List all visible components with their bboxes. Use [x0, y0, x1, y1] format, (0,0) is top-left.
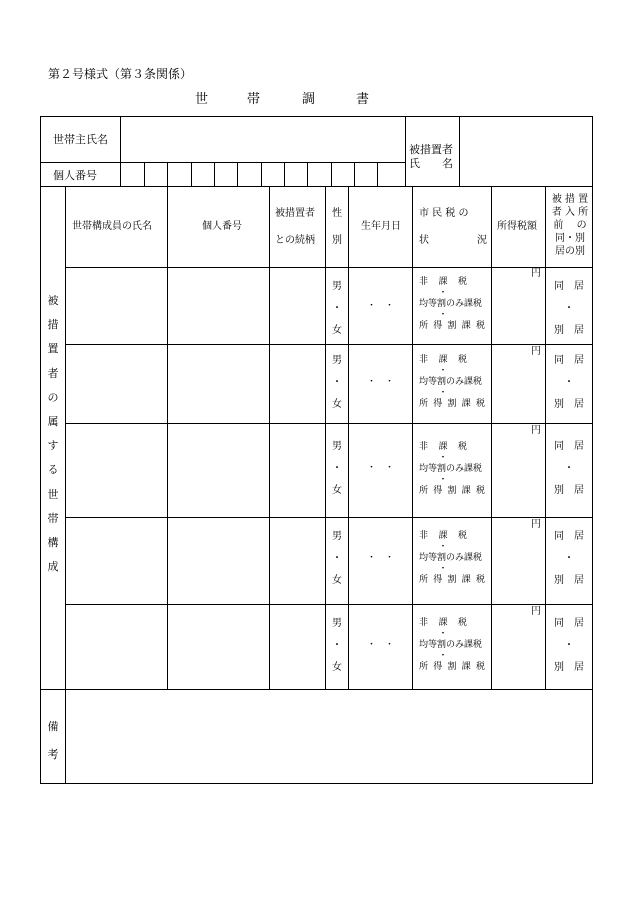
yen-unit: 円 [531, 346, 541, 357]
remarks-label: 備 考 [47, 720, 59, 761]
member-name-field[interactable] [66, 268, 167, 344]
member-individual-number-field[interactable] [168, 345, 269, 423]
birth-date-field[interactable]: ・ ・ [367, 463, 395, 473]
relation-field[interactable] [270, 518, 325, 604]
form-number-label: 第２号様式（第３条関係） [48, 67, 193, 81]
income-tax-field[interactable] [492, 424, 545, 517]
dwelling-choice[interactable]: 同 居 ・ 別 居 [554, 441, 584, 496]
title-char: 世 [195, 92, 209, 107]
header-cohabitation: 被 措 置 者 入 所 前 の 同・別 居の別 [551, 194, 589, 257]
income-tax-field[interactable] [492, 605, 545, 689]
member-name-field[interactable] [66, 345, 167, 423]
member-name-field[interactable] [66, 605, 167, 689]
member-individual-number-field[interactable] [168, 424, 269, 517]
insured-name-label: 被措置者 [409, 143, 453, 156]
header-income-tax: 所得税額 [497, 221, 537, 232]
relation-field[interactable] [270, 345, 325, 423]
gender-choice[interactable]: 男 ・ 女 [332, 355, 342, 410]
header-individual-number: 個人番号 [202, 221, 242, 232]
yen-unit: 円 [531, 425, 541, 436]
title-char: 書 [356, 92, 370, 107]
header-relation: 被措置者 [275, 208, 315, 219]
individual-number-label: 個人番号 [53, 169, 97, 182]
header-birth-date: 生年月日 [361, 221, 401, 232]
header-tax-status: 市 民 税 の [419, 208, 469, 219]
yen-unit: 円 [531, 268, 541, 279]
dwelling-choice[interactable]: 同 居 ・ 別 居 [554, 355, 584, 410]
gender-choice[interactable]: 男 ・ 女 [332, 531, 342, 586]
relation-field[interactable] [270, 268, 325, 344]
insured-name-label: 氏 名 [409, 157, 453, 170]
remarks-field[interactable] [66, 690, 592, 783]
header-gender: 性 [332, 208, 342, 219]
yen-unit: 円 [531, 519, 541, 530]
birth-date-field[interactable]: ・ ・ [367, 553, 395, 563]
birth-date-field[interactable]: ・ ・ [367, 377, 395, 387]
household-composition-label: 被 措 置 者 の 属 す る 世 帯 構 成 [47, 294, 59, 574]
header-gender: 別 [332, 235, 342, 246]
header-relation: との続柄 [275, 235, 315, 246]
yen-unit: 円 [531, 606, 541, 617]
header-tax-status: 状 [419, 235, 429, 246]
individual-number-boxes[interactable] [121, 163, 405, 186]
head-of-household-field[interactable] [121, 117, 405, 162]
member-name-field[interactable] [66, 424, 167, 517]
member-individual-number-field[interactable] [168, 268, 269, 344]
relation-field[interactable] [270, 605, 325, 689]
dwelling-choice[interactable]: 同 居 ・ 別 居 [554, 531, 584, 586]
insured-name-field[interactable] [460, 117, 592, 186]
head-of-household-label: 世帯主氏名 [53, 133, 108, 146]
member-individual-number-field[interactable] [168, 605, 269, 689]
dwelling-choice[interactable]: 同 居 ・ 別 居 [554, 281, 584, 336]
relation-field[interactable] [270, 424, 325, 517]
title-char: 帯 [247, 92, 261, 107]
birth-date-field[interactable]: ・ ・ [367, 640, 395, 650]
income-tax-field[interactable] [492, 345, 545, 423]
income-tax-field[interactable] [492, 268, 545, 344]
household-survey-form: 世帯主氏名 個人番号 被措置者 氏 名 被 措 置 者 の 属 す る 世 帯 構 成 備 考 世帯構成員の氏名 個人番号 被措置者 との続柄 性 別 生年月日 市 民 税 の 状 況 所得税額 被 措 置 者 入 所 前 の 同・別 居の別 男 ・ 女 ・ ・ 非 課 税 ・ 均等割のみ課税 ・ 所 得 割 課 税 円 同 居 ・ 別 居 男 ・ 女 ・ ・ 非 課 税 ・ 均等割のみ課税 ・ 所 得 割 課 税 円 同 居 ・ 別 居 男 ・ 女 ・ ・ 非 課 税 ・ 均等割のみ課税 ・ 所 得 割 課 税 円 同 居 ・ 別 居 男 ・ 女 ・ ・ 非 課 税 ・ 均等割のみ課税 ・ 所 得 割 課 税 円 同 居 ・ 別 居 男 ・ 女 ・ ・ 非 課 税 ・ 均等割のみ課税 ・ 所 得 割 課 税 円 同 居 ・ 別 居 [40, 116, 593, 784]
dwelling-choice[interactable]: 同 居 ・ 別 居 [554, 618, 584, 673]
title-char: 調 [302, 92, 316, 107]
gender-choice[interactable]: 男 ・ 女 [332, 441, 342, 496]
gender-choice[interactable]: 男 ・ 女 [332, 281, 342, 336]
header-tax-status: 況 [477, 235, 487, 246]
gender-choice[interactable]: 男 ・ 女 [332, 618, 342, 673]
income-tax-field[interactable] [492, 518, 545, 604]
birth-date-field[interactable]: ・ ・ [367, 301, 395, 311]
header-member-name: 世帯構成員の氏名 [72, 221, 152, 232]
member-name-field[interactable] [66, 518, 167, 604]
member-individual-number-field[interactable] [168, 518, 269, 604]
